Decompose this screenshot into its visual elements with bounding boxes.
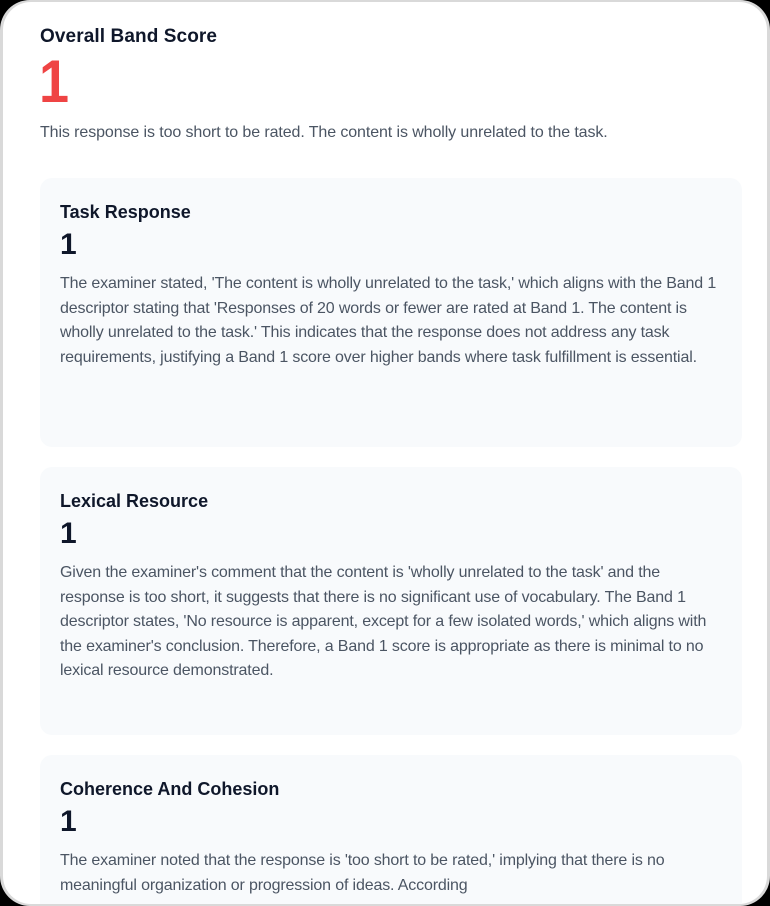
criterion-title: Coherence And Cohesion — [60, 779, 280, 799]
criterion-score: 1 — [60, 805, 77, 838]
criterion-explanation: Given the examiner's comment that the content is 'wholly unrelated to the task' and the response is too short, it suggests that there is no significant use of vocabulary. The Band 1 descriptor states, 'No resource is apparent, except for a few isolated words,' which aligns with the examiner's conclusion. Therefore, a Band 1 score is appropriate as there is minimal to no lexical resource demonstrated. — [60, 564, 707, 680]
criterion-score: 1 — [60, 228, 77, 261]
band-score-card — [3, 2, 767, 904]
overall-summary: This response is too short to be rated. The content is wholly unrelated to the task. — [40, 124, 608, 141]
overall-band-score-title: Overall Band Score — [40, 26, 218, 47]
criterion-card-lexical-resource — [40, 467, 742, 735]
criterion-title: Task Response — [60, 202, 191, 222]
criterion-explanation: The examiner stated, 'The content is wholly unrelated to the task,' which aligns with the Band 1 descriptor stating that 'Responses of 20 words or fewer are rated at Band 1. The content is wholly unrelated to the task.' This indicates that the response does not address any task requirements, justifying a Band 1 score over higher bands where task fulfillment is essential. — [60, 275, 717, 366]
overall-band-score-value: 1 — [39, 48, 70, 115]
criterion-title: Lexical Resource — [60, 491, 209, 511]
criterion-score: 1 — [60, 517, 77, 550]
criterion-explanation: The examiner noted that the response is 'too short to be rated,' implying that there is no meaningful organization or progression of ideas. According — [60, 852, 665, 894]
criterion-card-coherence-and-cohesion — [40, 755, 742, 904]
criterion-card-task-response — [40, 178, 742, 447]
